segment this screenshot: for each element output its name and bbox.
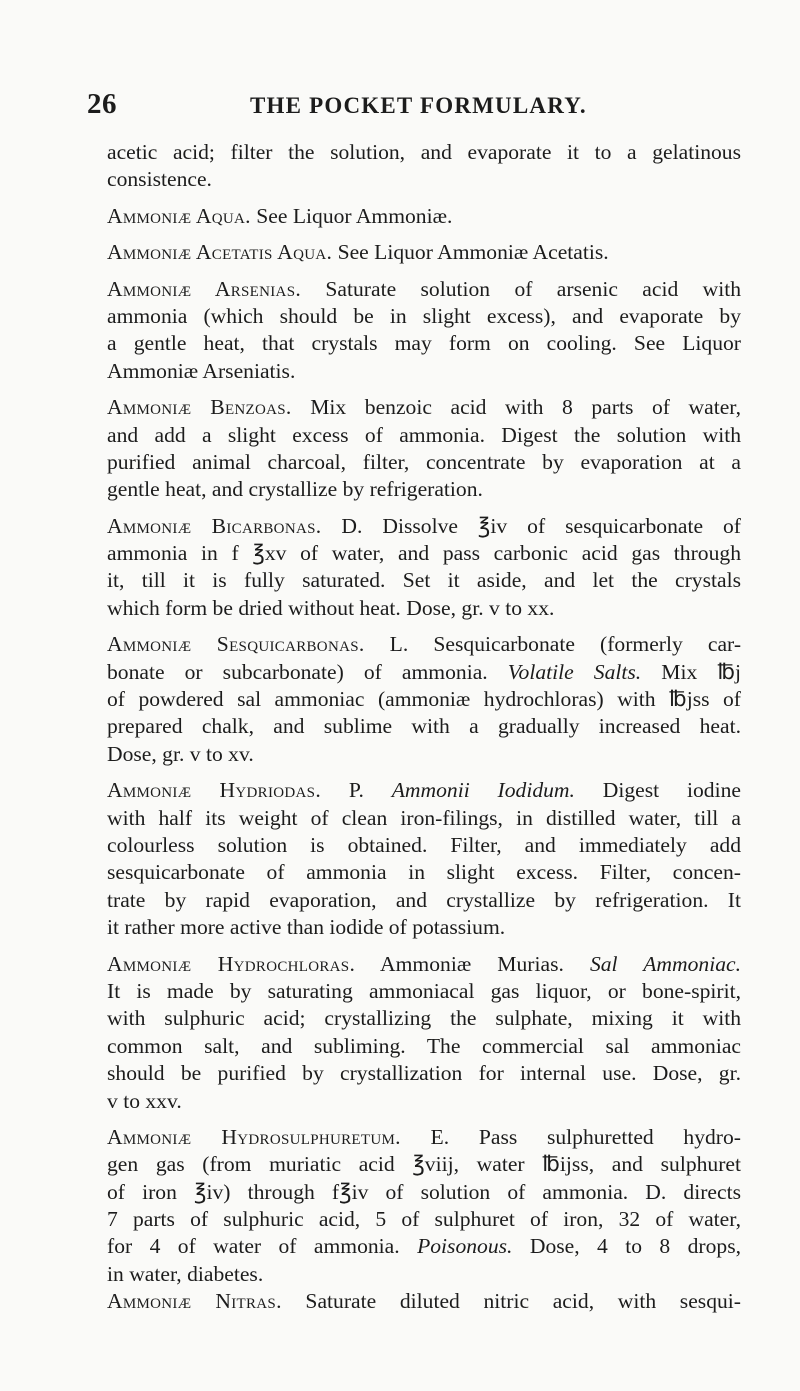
entry-gap	[107, 622, 741, 631]
line-text: gentle heat, and crystallize by refrigeration.	[107, 477, 483, 502]
running-title: THE POCKET FORMULARY.	[250, 93, 587, 118]
text-line	[107, 276, 741, 303]
line-text: It is made by saturating ammoniacal gas liquor, or bone-spirit,	[107, 978, 741, 1003]
text-line	[107, 887, 741, 914]
line-text: in water, diabetes.	[107, 1261, 264, 1286]
entry-heading: Ammoniæ Hydrosulphuretum.	[107, 1124, 401, 1149]
text-line	[107, 1060, 741, 1087]
line-text: for 4 of water of ammonia.	[107, 1234, 418, 1259]
entry-heading: Ammoniæ Aqua.	[107, 203, 251, 228]
text-line	[107, 1088, 741, 1115]
line-text: of iron ℥iv) through f℥iv of solution of ammonia. D. directs	[107, 1179, 741, 1204]
line-text: Mix ℔j	[641, 659, 741, 684]
line-text: purified animal charcoal, filter, concentrate by evaporation at a	[107, 449, 741, 474]
entry-gap	[107, 504, 741, 513]
text-line	[107, 567, 741, 594]
text-line	[107, 203, 741, 230]
line-text: ammonia (which should be in slight excess), and evaporate by	[107, 303, 741, 328]
line-text: it rather more active than iodide of potassium.	[107, 915, 506, 940]
entry-gap	[107, 768, 741, 777]
text-line	[107, 595, 741, 622]
line-text: Ammoniæ Arseniatis.	[107, 358, 296, 383]
text-line	[107, 805, 741, 832]
italic-term: Poisonous.	[417, 1234, 513, 1259]
entry-heading: Ammoniæ Hydriodas.	[107, 778, 322, 803]
entry-heading: Ammoniæ Arsenias.	[107, 276, 302, 301]
entry-heading: Ammoniæ Hydrochloras.	[107, 951, 356, 976]
text-line	[107, 422, 741, 449]
line-text: gen gas (from muriatic acid ℥viij, water ℔ijss, and sulphuret	[107, 1152, 741, 1177]
line-text: v to xxv.	[107, 1088, 182, 1113]
entry-gap	[107, 267, 741, 276]
italic-term: Sal Ammoniac.	[589, 951, 741, 976]
line-text: Ammoniæ Murias.	[355, 951, 590, 976]
text-line	[107, 166, 741, 193]
text-line	[107, 476, 741, 503]
line-text: See Liquor Ammoniæ.	[250, 203, 453, 228]
italic-term: Volatile Salts.	[507, 659, 642, 684]
line-text: sesquicarbonate of ammonia in slight excess. Filter, concen-	[107, 860, 741, 885]
text-line	[107, 239, 741, 266]
line-text: bonate or subcarbonate) of ammonia.	[107, 659, 508, 684]
line-text: consistence.	[107, 167, 212, 192]
entry-gap	[107, 194, 741, 203]
body-text	[107, 139, 741, 1316]
entry-gap	[107, 385, 741, 394]
line-text: Saturate diluted nitric acid, with sesqui-	[281, 1289, 741, 1314]
line-text: Dose, 4 to 8 drops,	[512, 1234, 741, 1259]
text-line	[107, 1033, 741, 1060]
text-line	[107, 1179, 741, 1206]
text-line	[107, 1206, 741, 1233]
line-text: Mix benzoic acid with 8 parts of water,	[291, 395, 741, 420]
entry-heading: Ammoniæ Sesquicarbonas.	[107, 632, 365, 657]
line-text: it, till it is fully saturated. Set it aside, and let the crystals	[107, 568, 741, 593]
text-line	[107, 1233, 741, 1260]
text-line	[107, 330, 741, 357]
entry-heading: Ammoniæ Nitras.	[107, 1289, 282, 1314]
text-line	[107, 358, 741, 385]
entry-heading: Ammoniæ Bicarbonas.	[107, 513, 322, 538]
line-text: ammonia in f ℥xv of water, and pass carbonic acid gas through	[107, 541, 741, 566]
line-text: D. Dissolve ℥iv of sesquicarbonate of	[321, 513, 742, 538]
text-line	[107, 394, 741, 421]
line-text: 7 parts of sulphuric acid, 5 of sulphuret of iron, 32 of water,	[107, 1207, 741, 1232]
line-text: prepared chalk, and sublime with a gradually increased heat.	[107, 714, 741, 739]
page-header	[87, 88, 727, 128]
text-line	[107, 449, 741, 476]
line-text: Digest iodine	[574, 778, 741, 803]
text-line	[107, 139, 741, 166]
text-line	[107, 978, 741, 1005]
line-text: which form be dried without heat. Dose, gr. v to xx.	[107, 595, 555, 620]
entry-heading: Ammoniæ Benzoas.	[107, 395, 292, 420]
page-number: 26	[87, 88, 117, 120]
entry-gap	[107, 230, 741, 239]
text-line	[107, 513, 741, 540]
line-text: trate by rapid evaporation, and crystallize by refrigeration. It	[107, 887, 741, 912]
text-line	[107, 951, 741, 978]
text-line	[107, 832, 741, 859]
text-line	[107, 1151, 741, 1178]
text-line	[107, 659, 741, 686]
text-line	[107, 540, 741, 567]
line-text: See Liquor Ammoniæ Acetatis.	[332, 240, 609, 265]
text-line	[107, 777, 741, 804]
italic-term: Ammonii Iodidum.	[391, 778, 575, 803]
entry-heading: Ammoniæ Acetatis Aqua.	[107, 240, 333, 265]
line-text: Saturate solution of arsenic acid with	[301, 276, 742, 301]
line-text: of powdered sal ammoniac (ammoniæ hydrochloras) with ℔jss of	[107, 687, 741, 712]
line-text: L. Sesquicarbonate (formerly car-	[364, 632, 742, 657]
line-text: colourless solution is obtained. Filter, and immediately add	[107, 832, 741, 857]
line-text: and add a slight excess of ammonia. Digest the solution with	[107, 422, 741, 447]
line-text: E. Pass sulphuretted hydro-	[400, 1124, 741, 1149]
text-line	[107, 859, 741, 886]
text-line	[107, 1288, 741, 1315]
text-line	[107, 1261, 741, 1288]
text-line	[107, 1124, 741, 1151]
text-line	[107, 713, 741, 740]
text-line	[107, 1005, 741, 1032]
text-line	[107, 741, 741, 768]
text-line	[107, 303, 741, 330]
line-text: with half its weight of clean iron-filings, in distilled water, till a	[107, 805, 741, 830]
line-text: acetic acid; filter the solution, and evaporate it to a gelatinous	[107, 140, 741, 164]
text-line	[107, 631, 741, 658]
text-line	[107, 686, 741, 713]
text-line	[107, 914, 741, 941]
entry-gap	[107, 942, 741, 951]
line-text: a gentle heat, that crystals may form on cooling. See Liquor	[107, 331, 741, 356]
line-text: Dose, gr. v to xv.	[107, 741, 254, 766]
entry-gap	[107, 1115, 741, 1124]
line-text: with sulphuric acid; crystallizing the sulphate, mixing it with	[107, 1006, 741, 1031]
line-text: common salt, and subliming. The commercial sal ammoniac	[107, 1033, 741, 1058]
line-text: P.	[321, 778, 392, 803]
line-text: should be purified by crystallization for internal use. Dose, gr.	[107, 1061, 741, 1086]
